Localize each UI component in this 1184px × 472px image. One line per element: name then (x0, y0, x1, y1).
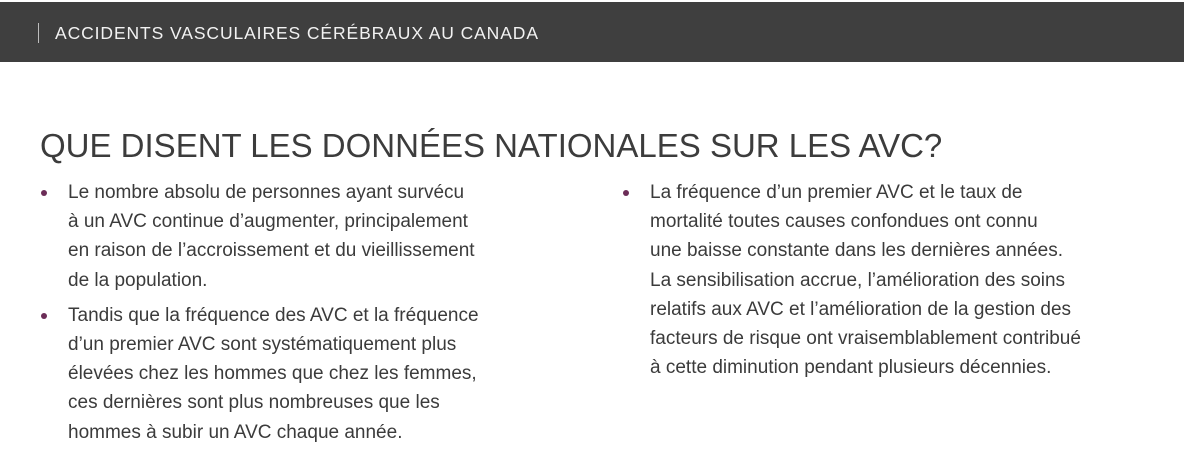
text-line: Tandis que la fréquence des AVC et la fréquence (68, 304, 479, 326)
text-line: d’un premier AVC sont systématiquement plus (68, 334, 457, 356)
text-line: à cette diminution pendant plusieurs décennies. (650, 357, 1052, 379)
text-line: La fréquence d’un premier AVC et le taux de (650, 182, 1023, 203)
text-line: à un AVC continue d’augmenter, principalement (68, 211, 468, 233)
header-separator (38, 23, 39, 43)
right-bullet-list (622, 178, 1162, 388)
text-line: facteurs de risque ont vraisemblablement contribué (650, 328, 1081, 350)
text-line: relatifs aux AVC et l’amélioration de la gestion des (650, 298, 1072, 320)
bullet-item (622, 178, 1162, 382)
bullet-dot-icon (41, 190, 47, 196)
header-title: ACCIDENTS VASCULAIRES CÉRÉBRAUX AU CANADA (55, 23, 539, 43)
bullet-dot-icon (623, 190, 629, 196)
text-line: mortalité toutes causes confondues ont connu (650, 211, 1038, 233)
bullet-item (40, 178, 560, 295)
text-line: hommes à subir un AVC chaque année. (68, 421, 403, 443)
text-line: La sensibilisation accrue, l’amélioration des soins (650, 269, 1066, 291)
left-bullet-list (40, 178, 560, 453)
page-title: QUE DISENT LES DONNÉES NATIONALES SUR LES AVC? (40, 127, 943, 164)
text-line: en raison de l’accroissement et du vieillissement (68, 240, 475, 262)
text-line: élevées chez les hommes que chez les femmes, (68, 363, 477, 385)
bullet-item (40, 301, 560, 447)
header-bar (0, 2, 1184, 62)
text-line: Le nombre absolu de personnes ayant survécu (68, 182, 465, 203)
bullet-dot-icon (41, 313, 47, 319)
text-line: de la population. (68, 269, 208, 291)
text-line: ces dernières sont plus nombreuses que les (68, 392, 440, 414)
text-line: une baisse constante dans les dernières années. (650, 240, 1063, 262)
